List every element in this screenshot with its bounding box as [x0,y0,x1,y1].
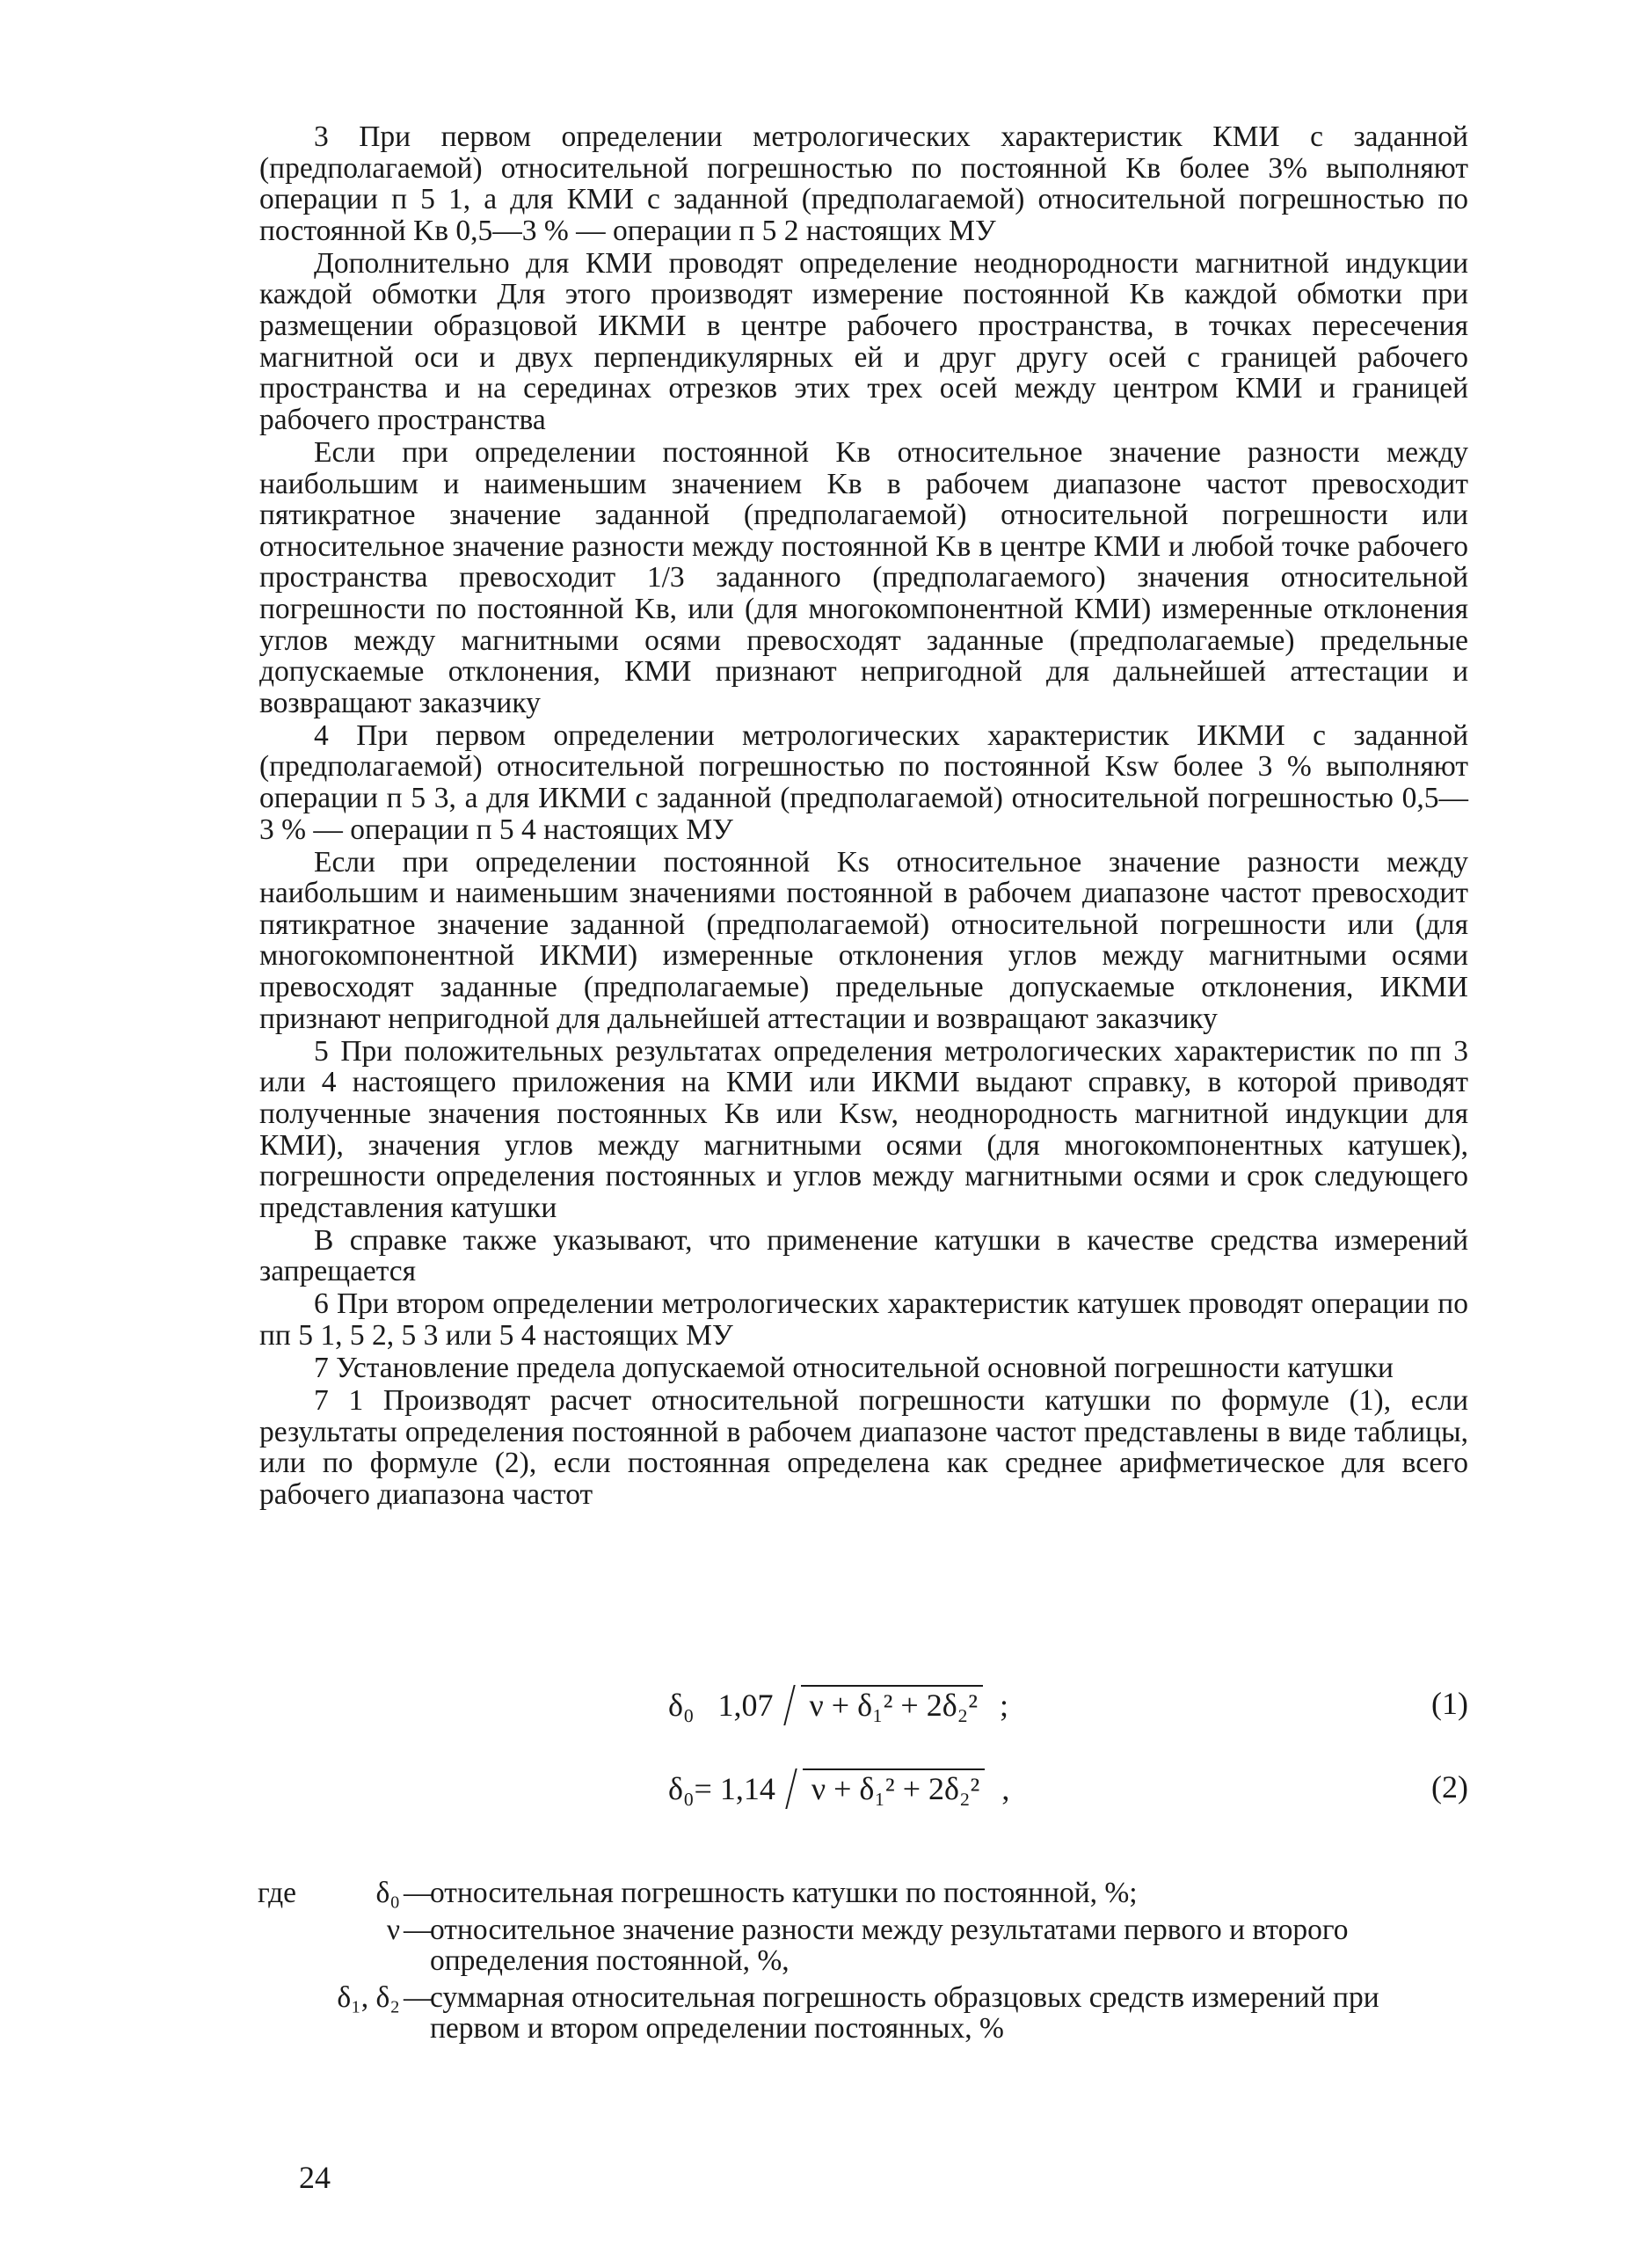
page-number: 24 [299,2160,331,2195]
paragraph-certificate: В справке также указывают, что применение катушки в качестве средства измерений запрещается [259,1223,1468,1288]
definition-item [259,1878,1468,1909]
formula-2-number: (2) [1431,1769,1468,1805]
definitions-lead: где [258,1877,296,1909]
definition-dash: — [404,1877,433,1909]
paragraph-6: 6 При втором определении метрологических характеристик катушек проводят операции по пп 5 1, 5 2, 5 3 или 5 4 настоящих МУ [259,1287,1468,1353]
formula-1-radicand: ν + δ₁² + 2δ₂² [809,1688,979,1723]
definition-symbol: δ₁, δ₂ [337,1980,400,2014]
paragraph-7: 7 Установление предела допускаемой относительной основной погрешности катушки [314,1352,1394,1385]
body-text [259,121,1468,1512]
definition-text: относительная погрешность катушки по постоянной, %; [430,1877,1138,1909]
formula-1-lhs: δ₀ [668,1688,695,1723]
definitions [259,1878,1468,2050]
formula-2-radical [803,1768,986,1807]
formula-1-coef: 1,07 [717,1688,774,1723]
formula-1-radical [801,1685,984,1724]
definition-symbol: δ₀ [375,1877,400,1909]
formula-2-lhs: δ₀= [668,1771,712,1806]
formula-1-number: (1) [1431,1686,1468,1721]
formula-2-coef: 1,14 [719,1771,775,1806]
paragraph-7-1: 7 1 Производят расчет относительной погрешности катушки по формуле (1), если результаты определения постоянной в рабочем диапазоне частот представлены в виде таблицы, или по формуле (2), если постоянная определена как среднее арифметическое для всего рабочего диапазона частот [259,1384,1468,1512]
paragraph-additional: Дополнительно для КМИ проводят определение неоднородности магнитной индукции каждой обмотки Для этого производят измерение постоянной Kв каждой обмотки при размещении образцовой ИКМИ в центре рабочего пространства, в точках пересечения магнитной оси и двух перпендикулярных ей и друг другу осей с границей рабочего пространства и на серединах отрезков этих трех осей между центром КМИ и границей рабочего пространства [259,246,1468,436]
definition-dash: — [404,1913,433,1946]
definition-item [259,1914,1468,1977]
definition-symbol: ν [386,1913,400,1946]
paragraph-if-kmi: Если при определении постоянной Kв относительное значение разности между наибольшим и наименьшим значением Kв в рабочем диапазоне частот превосходит пятикратное значение заданной (предполагаемой) относительной погрешности или относительное значение разности между постоянной Kв в центре КМИ и любой точке рабочего пространства превосходит 1/3 заданного (предполагаемого) значения относительной погрешности по постоянной Kв, или (для многокомпонентной КМИ) измеренные отклонения углов между магнитными осями превосходят заданные (предполагаемые) предельные допускаемые отклонения, КМИ признают непригодной для дальнейшей аттестации и возвращают заказчику [259,435,1468,719]
paragraph-5: 5 При положительных результатах определения метрологических характеристик по пп 3 или 4 настоящего приложения на КМИ или ИКМИ выдают справку, в которой приводят полученные значения постоянных Kв или Ksw, неоднородность магнитной индукции для КМИ), значения углов между магнитными осями (для многокомпонентных катушек), погрешности определения постоянных и углов между магнитными осями и срок следующего представления катушки [259,1034,1468,1224]
formula-1 [668,1680,1468,1732]
paragraph-3: 3 При первом определении метрологических характеристик КМИ с заданной (предполагаемой) относительной погрешностью по постоянной Kв более 3% выполняют операции п 5 1, а для КМИ с заданной (предполагаемой) относительной погрешностью по постоянной Kв 0,5—3 % — операции п 5 2 настоящих МУ [259,120,1468,247]
paragraph-4: 4 При первом определении метрологических характеристик ИКМИ с заданной (предполагаемой) относительной погрешностью по постоянной Ksw более 3 % выполняют операции п 5 3, а для ИКМИ с заданной (предполагаемой) относительной погрешностью 0,5—3 % — операции п 5 4 настоящих МУ [259,718,1468,846]
definition-text: относительное значение разности между результатами первого и второго определения постоянной, %, [430,1913,1349,1978]
definition-dash: — [404,1980,433,2014]
paragraph-if-ikmi: Если при определении постоянной Ks относительное значение разности между наибольшим и наименьшим значениями постоянной в рабочем диапазоне частот превосходит пятикратное значение заданной (предполагаемой) относительной погрешности или (для многокомпонентной ИКМИ) измеренные отклонения углов между магнитными осями превосходят заданные (предполагаемые) предельные допускаемые отклонения, ИКМИ признают непригодной для дальнейшей аттестации и возвращают заказчику [259,845,1468,1035]
formula-2-punct: , [1001,1771,1010,1806]
formula-2 [668,1763,1468,1816]
definition-text: суммарная относительная погрешность образцовых средств измерений при первом и втором определении постоянных, % [430,1980,1379,2045]
formula-2-radicand: ν + δ₁² + 2δ₂² [811,1771,980,1806]
definition-item [259,1982,1468,2045]
formula-1-punct: ; [1000,1688,1009,1723]
